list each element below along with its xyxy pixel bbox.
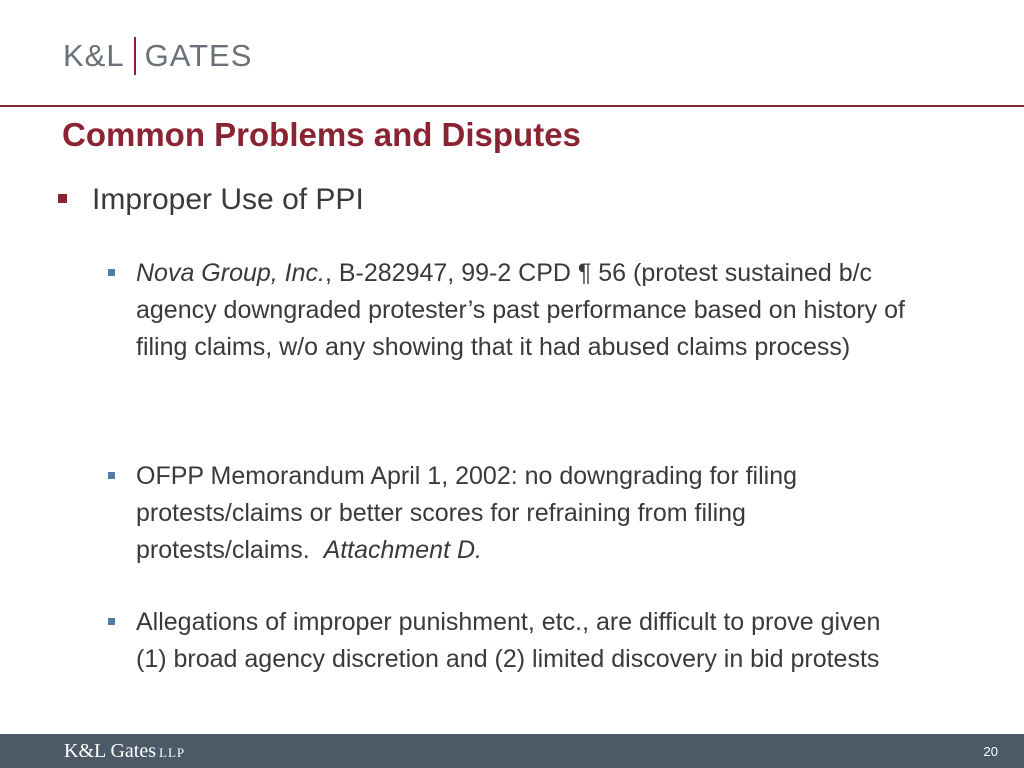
- header-logo: [63, 38, 252, 74]
- page-number: 20: [983, 744, 998, 759]
- level1-text: Improper Use of PPI: [92, 183, 364, 216]
- case-name: Nova Group, Inc.: [136, 259, 325, 287]
- attachment-ref: Attachment D.: [323, 536, 482, 564]
- footer-logo: [64, 740, 185, 763]
- footer-logo-suffix: LLP: [159, 745, 186, 760]
- footer-logo-text: K&L Gates: [64, 740, 157, 762]
- square-bullet-icon: [108, 269, 115, 276]
- logo-divider: [134, 37, 136, 75]
- sub-bullet-allegations: [108, 604, 908, 678]
- case-details: , B-282947, 99-2 CPD ¶ 56 (protest sustained b/c agency downgraded protester’s past performance based on history of filing claims, w/o any showing that it had abused claims process): [136, 259, 905, 361]
- sub-bullet-text: [136, 255, 908, 366]
- slide-title: Common Problems and Disputes: [62, 116, 581, 153]
- logo-left-text: K&L: [63, 38, 125, 73]
- sub-bullet-ofpp: [108, 458, 908, 569]
- sub-bullet-text: [136, 458, 908, 569]
- memo-text: OFPP Memorandum April 1, 2002: no downgrading for filing protests/claims or better scores for refraining from filing protests/claims.: [136, 462, 804, 564]
- square-bullet-icon: [108, 618, 115, 625]
- square-bullet-icon: [108, 472, 115, 479]
- level1-bullet-item: [58, 180, 364, 220]
- square-bullet-icon: [58, 194, 67, 203]
- header-rule: [0, 105, 1024, 107]
- sub-bullet-text: Allegations of improper punishment, etc., are difficult to prove given (1) broad agency discretion and (2) limited discovery in bid protests: [136, 608, 881, 673]
- footer-bar: [0, 734, 1024, 768]
- logo-right-text: GATES: [144, 38, 253, 73]
- sub-bullet-nova: [108, 255, 908, 366]
